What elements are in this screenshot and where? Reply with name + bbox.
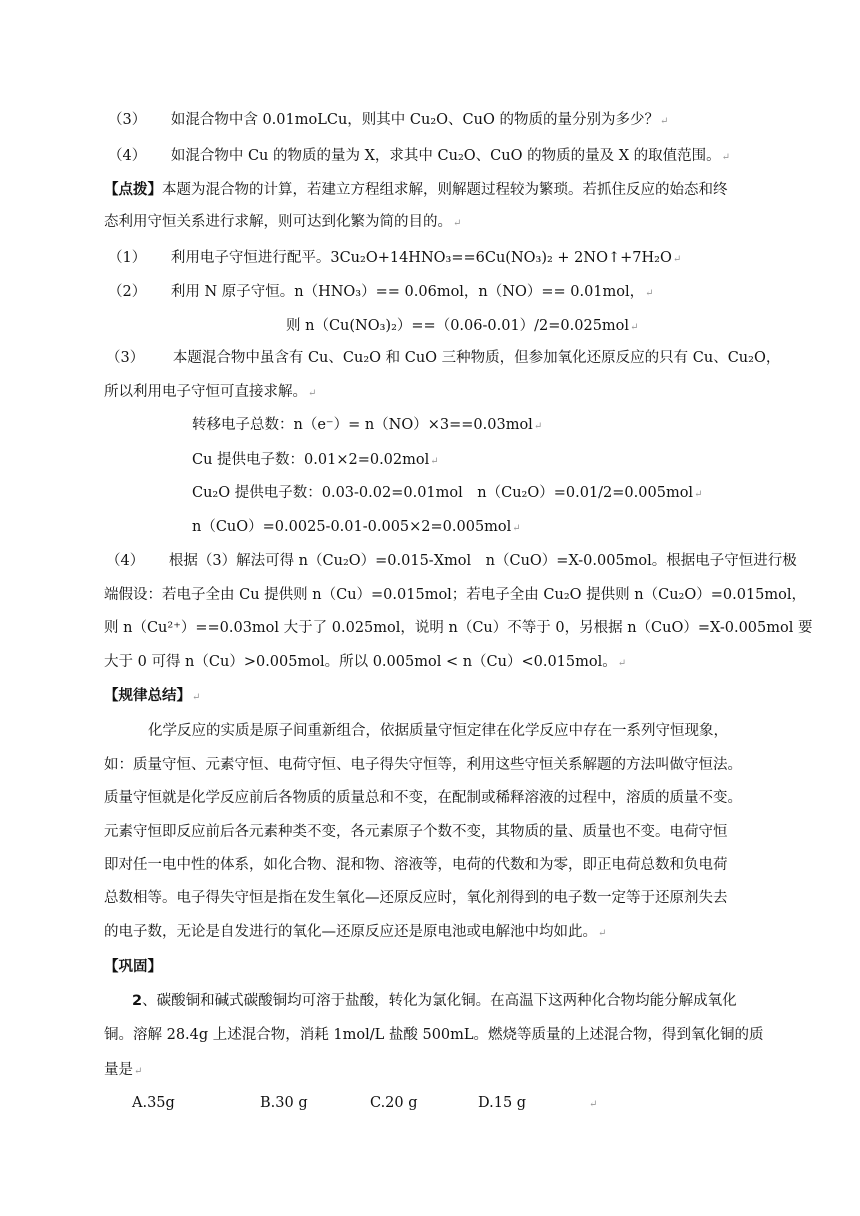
answer-3-calc-1-text: 转移电子总数：n（e⁻）= n（NO）×3==0.03mol: [192, 417, 533, 433]
paragraph-mark-icon: ↵: [134, 1066, 143, 1077]
answer-3-text-2: 所以利用电子守恒可直接求解。: [104, 384, 307, 400]
answer-3-calc-4-text: n（CuO）=0.0025-0.01-0.005×2=0.005mol: [192, 519, 512, 535]
guilv-line-4: [104, 822, 728, 842]
answer-4-text: 根据（3）解法可得 n（Cu₂O）=0.015-Xmol n（CuO）=X-0.005mol。根据电子守恒进行极: [168, 553, 797, 569]
answer-2-line-2: [286, 316, 638, 338]
paragraph-mark-icon: ↵: [192, 692, 201, 703]
option-b-text: B.30 g: [260, 1095, 308, 1111]
answer-3-calc-2-text: Cu 提供电子数：0.01×2=0.02mol: [192, 452, 430, 468]
guilv-text-2: 如：质量守恒、元素守恒、电荷守恒、电子得失守恒等，利用这些守恒关系解题的方法叫做守恒法。: [104, 757, 742, 773]
question-4: [108, 146, 730, 168]
option-a: [132, 1093, 175, 1113]
question-3: [108, 110, 668, 132]
guilv-line-7: [104, 922, 606, 944]
option-c-text: C.20 g: [370, 1095, 418, 1111]
guilv-line-1: [148, 721, 728, 741]
answer-3-text: 本题混合物中虽含有 Cu、Cu₂O 和 CuO 三种物质，但参加氧化还原反应的只有 Cu、Cu₂O，: [172, 350, 781, 366]
guilv-text-7: 的电子数，无论是自发进行的氧化—还原反应还是原电池或电解池中均如此。: [104, 924, 597, 940]
guilv-heading: [104, 686, 200, 708]
question-2-number: 2: [132, 993, 143, 1009]
paragraph-mark-icon: ↵: [694, 489, 703, 500]
guilv-line-6: [104, 888, 728, 908]
answer-4-text-4: 大于 0 可得 n（Cu）>0.005mol。所以 0.005mol < n（Cu）<0.015mol。: [104, 654, 617, 670]
answer-3-calc-4: [192, 517, 521, 539]
paragraph-mark-icon: ↵: [430, 456, 439, 467]
paragraph-mark-icon: ↵: [630, 322, 639, 333]
answer-1: [108, 248, 681, 270]
paragraph-mark-icon: ↵: [659, 116, 669, 127]
question-2-text-3: 量是: [104, 1062, 133, 1078]
paragraph-mark-icon: ↵: [589, 1099, 598, 1110]
answer-4: [106, 551, 797, 571]
dianbo-text-2: 态利用守恒关系进行求解，则可达到化繁为简的目的。: [104, 214, 452, 230]
guilv-text-1: 化学反应的实质是原子间重新组合，依据质量守恒定律在化学反应中存在一系列守恒现象，: [148, 723, 728, 739]
guilv-line-5: [104, 855, 728, 875]
guilv-line-3: [104, 788, 742, 808]
answer-2: [108, 282, 654, 304]
option-d: [478, 1093, 526, 1113]
answer-4-text-3: 则 n（Cu²⁺）==0.03mol 大于了 0.025mol，说明 n（Cu）不等于 0，另根据 n（CuO）=X-0.005mol 要: [104, 620, 813, 636]
answer-3-calc-3-text: Cu₂O 提供电子数：0.03-0.02=0.01mol n（Cu₂O）=0.01/2=0.005mol: [192, 485, 694, 501]
paragraph-mark-icon: ↵: [598, 928, 607, 939]
option-b: [260, 1093, 308, 1113]
dianbo-label: 【点拨】: [104, 182, 162, 198]
question-2-text-2: 铜。溶解 28.4g 上述混合物，消耗 1mol/L 盐酸 500mL。燃烧等质量的上述混合物，得到氧化铜的质: [104, 1027, 764, 1043]
question-3-number: （3）: [108, 112, 147, 128]
guilv-label: 【规律总结】: [104, 688, 191, 704]
question-2-line-2: [104, 1025, 764, 1045]
question-2-text-1: 、碳酸铜和碱式碳酸铜均可溶于盐酸，转化为氯化铜。在高温下这两种化合物均能分解成氧化: [142, 993, 737, 1009]
answer-3-calc-3: [192, 483, 702, 505]
option-c: [370, 1093, 418, 1113]
paragraph-mark-icon: ↵: [645, 288, 654, 299]
answer-1-number: （1）: [108, 250, 147, 266]
guilv-text-6: 总数相等。电子得失守恒是指在发生氧化—还原反应时，氧化剂得到的电子数一定等于还原剂失去: [104, 890, 728, 906]
answer-2-number: （2）: [108, 284, 147, 300]
option-d-text: D.15 g: [478, 1095, 527, 1111]
dianbo-line-2: [104, 212, 461, 234]
question-4-text: 如混合物中 Cu 的物质的量为 X，求其中 Cu₂O、CuO 的物质的量及 X 的取值范围。: [170, 148, 721, 164]
answer-3-line-2: [104, 382, 316, 404]
answer-4-number: （4）: [106, 553, 145, 569]
answer-4-line-3: [104, 618, 812, 638]
answer-3-calc-1: [192, 415, 542, 437]
question-4-number: （4）: [108, 148, 147, 164]
paragraph-mark-icon: ↵: [308, 388, 317, 399]
answer-3: [106, 348, 780, 368]
question-2-line-3: [104, 1060, 142, 1082]
answer-2-text: 利用 N 原子守恒。n（HNO₃）== 0.06mol，n（NO）== 0.01mol，: [170, 284, 645, 300]
answer-4-text-2: 端假设：若电子全由 Cu 提供则 n（Cu）=0.015mol；若电子全由 Cu₂O 提供则 n（Cu₂O）=0.015mol，: [104, 587, 807, 603]
paragraph-mark-icon: ↵: [533, 421, 543, 432]
paragraph-mark-icon: ↵: [617, 658, 627, 669]
paragraph-end-mark: [588, 1093, 597, 1115]
paragraph-mark-icon: ↵: [453, 218, 462, 229]
guilv-text-3: 质量守恒就是化学反应前后各物质的质量总和不变，在配制或稀释溶液的过程中，溶质的质量不变。: [104, 790, 742, 806]
answer-4-line-4: [104, 652, 626, 674]
question-3-text: 如混合物中含 0.01moLCu，则其中 Cu₂O、CuO 的物质的量分别为多少？: [170, 112, 659, 128]
question-2-line-1: [132, 991, 737, 1011]
answer-4-line-2: [104, 585, 806, 605]
answer-3-number: （3）: [106, 350, 145, 366]
answer-2-text-2: 则 n（Cu(NO₃)₂）==（0.06-0.01）/2=0.025mol: [286, 318, 630, 334]
guilv-line-2: [104, 755, 742, 775]
paragraph-mark-icon: ↵: [721, 152, 731, 163]
guilv-text-5: 即对任一电中性的体系，如化合物、混和物、溶液等，电荷的代数和为零，即正电荷总数和负电荷: [104, 857, 728, 873]
answer-1-text: 利用电子守恒进行配平。3Cu₂O+14HNO₃==6Cu(NO₃)₂ + 2NO↑+7H₂O: [170, 250, 672, 266]
paragraph-mark-icon: ↵: [512, 523, 521, 534]
gonggu-heading: [104, 957, 162, 977]
gonggu-label: 【巩固】: [104, 959, 162, 975]
option-a-text: A.35g: [132, 1095, 175, 1111]
dianbo-text-1: 本题为混合物的计算，若建立方程组求解，则解题过程较为繁琐。若抓住反应的始态和终: [162, 182, 728, 198]
paragraph-mark-icon: ↵: [672, 254, 682, 265]
dianbo-line-1: [104, 180, 728, 200]
guilv-text-4: 元素守恒即反应前后各元素种类不变，各元素原子个数不变，其物质的量、质量也不变。电荷守恒: [104, 824, 728, 840]
answer-3-calc-2: [192, 450, 439, 472]
